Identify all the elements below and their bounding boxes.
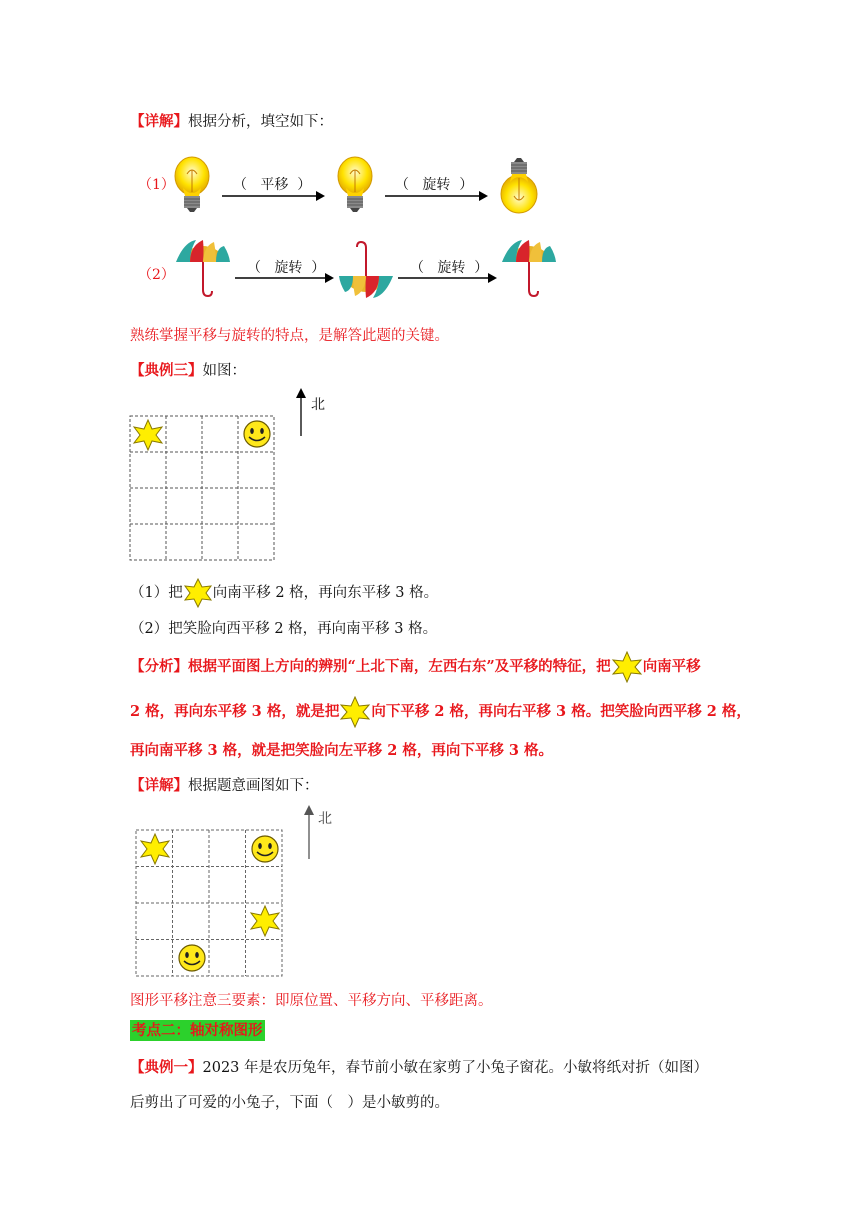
example-tag: 【典例一】 [130, 1059, 203, 1076]
detail-text: 根据题意画图如下： [188, 778, 319, 794]
paren-open: （ [247, 260, 261, 276]
north-arrow-icon [303, 805, 315, 861]
question-2: （2）把笑脸向西平移 2 格，再向南平移 3 格。 [130, 621, 438, 637]
grid-figure-original [128, 413, 278, 563]
analysis-text: 2 格，再向东平移 3 格，就是把 [130, 703, 340, 720]
analysis-line-2 [130, 696, 751, 728]
analysis-line-1 [130, 651, 701, 683]
paren-open: （ [410, 260, 424, 276]
arrow-right-icon [222, 190, 326, 202]
analysis-line-3: 再向南平移 3 格，就是把笑脸向左平移 2 格，再向下平移 3 格。 [130, 742, 554, 759]
example1-line-2: 后剪出了可爱的小兔子，下面（ ）是小敏剪的。 [130, 1095, 449, 1111]
note-key-point: 熟练掌握平移与旋转的特点，是解答此题的关键。 [130, 328, 449, 344]
star-icon [611, 651, 643, 683]
example-tag: 【典例三】 [130, 362, 203, 379]
label-text: 平移 [260, 177, 289, 193]
paren-open: （ [233, 177, 247, 193]
example-text: 如图： [202, 363, 246, 379]
detail-heading-2 [130, 776, 319, 796]
umbrella-icon [500, 236, 558, 298]
paren-close: ） [311, 260, 326, 276]
arrow-right-icon [385, 190, 489, 202]
row2-number: （2） [138, 267, 175, 283]
example3-heading [130, 361, 246, 381]
bulb-icon [335, 156, 375, 214]
arrow-right-icon [398, 272, 498, 284]
label-text: 旋转 [274, 260, 303, 276]
example1-line-1 [130, 1058, 708, 1078]
analysis-text: 向下平移 2 格，再向右平移 3 格。把笑脸向西平移 2 格， [371, 703, 751, 720]
detail-tag: 【详解】 [130, 113, 188, 130]
bulb-upside-down-icon [498, 154, 540, 214]
detail-tag: 【详解】 [130, 777, 188, 794]
smiley-icon [252, 836, 278, 862]
example-text: 2023 年是农历兔年，春节前小敏在家剪了小兔子窗花。小敏将纸对折（如图） [202, 1060, 709, 1076]
paren-open: （ [395, 177, 409, 193]
analysis-tag: 【分析】 [130, 658, 188, 675]
detail-heading-1 [130, 112, 333, 132]
paren-close: ） [474, 260, 489, 276]
label-text: 旋转 [422, 177, 451, 193]
question-1-suffix: 向南平移 2 格，再向东平移 3 格。 [212, 585, 439, 601]
paren-close: ） [297, 177, 312, 193]
star-icon [339, 696, 371, 728]
bulb-icon [172, 156, 212, 214]
star-icon [183, 578, 213, 608]
smiley-icon-moved [179, 945, 205, 971]
north-arrow-icon [295, 388, 307, 438]
north-label: 北 [318, 811, 332, 827]
row1-number: （1） [138, 177, 175, 193]
star-icon [141, 834, 169, 864]
analysis-text: 根据平面图上方向的辨别“上北下南，左西右东”及平移的特征，把 [188, 658, 611, 675]
question-1 [130, 578, 438, 608]
paren-close: ） [459, 177, 474, 193]
section-title: 考点二：轴对称图形 [132, 1022, 263, 1039]
umbrella-icon [174, 236, 232, 298]
note-three-elements: 图形平移注意三要素：即原位置、平移方向、平移距离。 [130, 993, 493, 1009]
arrow-right-icon [235, 272, 335, 284]
smiley-icon [244, 421, 270, 447]
umbrella-upside-down-icon [337, 240, 395, 302]
section-heading [130, 1020, 265, 1042]
analysis-text: 向南平移 [642, 658, 701, 675]
star-icon-moved [251, 906, 279, 936]
label-text: 旋转 [437, 260, 466, 276]
north-label: 北 [311, 397, 325, 413]
question-1-prefix: （1）把 [130, 585, 183, 601]
detail-text: 根据分析，填空如下： [188, 114, 333, 130]
grid-figure-answer [134, 828, 286, 980]
star-icon [134, 420, 162, 450]
